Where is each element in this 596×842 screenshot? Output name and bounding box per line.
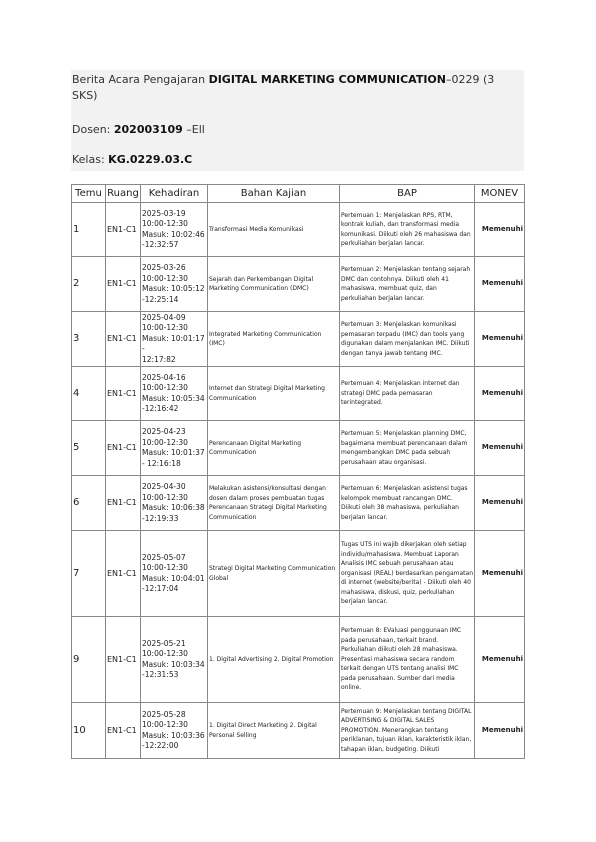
cell-bahan-kajian: Perencanaan Digital Marketing Communication — [208, 421, 340, 476]
session-date: 2025-05-07 — [142, 552, 186, 562]
cell-ruang: EN1-C1 — [106, 617, 141, 703]
cell-temu: 6 — [72, 476, 106, 531]
cell-kehadiran — [141, 476, 208, 531]
page-title — [72, 72, 512, 104]
check-in-time: Masuk: 10:01:37 — [142, 448, 205, 457]
cell-ruang: EN1-C1 — [106, 476, 141, 531]
cell-kehadiran — [141, 203, 208, 257]
cell-kehadiran — [141, 617, 208, 703]
session-date: 2025-03-19 — [142, 208, 186, 218]
cell-bahan-kajian: Transformasi Media Komunikasi — [208, 203, 340, 257]
session-date: 2025-03-26 — [142, 263, 186, 272]
cell-ruang: EN1-C1 — [106, 312, 141, 367]
cell-ruang: EN1-C1 — [106, 703, 141, 759]
cell-temu: 2 — [72, 257, 106, 312]
cell-monev: Memenuhi — [475, 367, 525, 421]
check-in-time: Masuk: 10:01:17 - — [142, 333, 205, 354]
session-date: 2025-04-23 — [142, 427, 186, 436]
check-out-time: -12:22:00 — [142, 741, 179, 750]
check-in-time: Masuk: 10:03:34 — [142, 659, 205, 669]
table-row — [72, 703, 525, 759]
cell-ruang: EN1-C1 — [106, 257, 141, 312]
cell-temu: 7 — [72, 531, 106, 617]
table-row — [72, 531, 525, 617]
check-in-time: Masuk: 10:03:36 — [142, 730, 205, 740]
kelas-line — [72, 152, 192, 168]
cell-kehadiran — [141, 367, 208, 421]
cell-bap: Pertemuan 5: Menjelaskan planning DMC, bagaimana membuat perencanaan dalam mengembangkan DMC pada sebuah perusahaan atau organisasi. — [340, 421, 475, 476]
table-row — [72, 203, 525, 257]
document-header — [71, 70, 524, 171]
col-header-bap: BAP — [340, 185, 475, 203]
session-time: 10:00-12:30 — [142, 273, 188, 283]
col-header-kehadiran: Kehadiran — [141, 185, 208, 203]
table-header-row — [72, 185, 525, 203]
dosen-line — [72, 122, 205, 138]
session-date: 2025-04-30 — [142, 482, 186, 491]
session-time: 10:00-12:30 — [142, 720, 188, 729]
cell-bahan-kajian: Strategi Digital Marketing Communication Global — [208, 531, 340, 617]
table-row — [72, 367, 525, 421]
cell-bap: Pertemuan 8: EValuasi penggunaan IMC pada perusahaan, terkait brand. Perkuliahan diikuti oleh 28 mahasiswa. Presentasi mahasiswa secara random terkait dengan UTS tentang analisi IMC pada perusahaan. Sumber dari media online. — [340, 617, 475, 703]
cell-monev: Memenuhi — [475, 312, 525, 367]
check-out-time: -12:31:53 — [142, 670, 179, 679]
cell-kehadiran — [141, 312, 208, 367]
cell-temu: 1 — [72, 203, 106, 257]
session-date: 2025-05-28 — [142, 709, 186, 719]
kelas-label: Kelas: — [72, 153, 109, 166]
check-out-time: -12:25:14 — [142, 294, 179, 304]
cell-kehadiran — [141, 421, 208, 476]
cell-bahan-kajian: 1. Digital Direct Marketing 2. Digital Personal Selling — [208, 703, 340, 759]
cell-temu: 9 — [72, 617, 106, 703]
cell-monev: Memenuhi — [475, 476, 525, 531]
cell-monev: Memenuhi — [475, 703, 525, 759]
check-in-time: Masuk: 10:04:01 — [142, 573, 205, 583]
cell-monev: Memenuhi — [475, 617, 525, 703]
cell-bahan-kajian: 1. Digital Advertising 2. Digital Promotion — [208, 617, 340, 703]
cell-monev: Memenuhi — [475, 421, 525, 476]
table-row — [72, 257, 525, 312]
table-row — [72, 312, 525, 367]
check-out-time: -12:32:57 — [142, 240, 179, 249]
table-row — [72, 421, 525, 476]
dosen-name: –Ell — [182, 123, 205, 136]
course-code: –0229 (3 SKS) — [72, 73, 495, 102]
cell-ruang: EN1-C1 — [106, 367, 141, 421]
session-time: 10:00-12:30 — [142, 649, 188, 658]
kelas-code: KG.0229.03.C — [108, 153, 193, 166]
check-in-time: Masuk: 10:06:38 — [142, 503, 205, 512]
table-row — [72, 476, 525, 531]
cell-monev: Memenuhi — [475, 531, 525, 617]
cell-bap: Pertemuan 1: Menjelaskan RPS, RTM, kontrak kuliah, dan transformasi media komunikasi. Diikuti oleh 26 mahasiswa dan perkuliahan berjalan lancar. — [340, 203, 475, 257]
cell-bahan-kajian: Sejarah dan Perkembangan Digital Marketing Communication (DMC) — [208, 257, 340, 312]
cell-ruang: EN1-C1 — [106, 531, 141, 617]
cell-bahan-kajian: Internet dan Strategi Digital Marketing Communication — [208, 367, 340, 421]
title-prefix: Berita Acara Pengajaran — [72, 73, 209, 86]
cell-kehadiran — [141, 531, 208, 617]
table-row — [72, 617, 525, 703]
check-in-time: Masuk: 10:02:46 — [142, 229, 205, 239]
cell-bap: Pertemuan 9: Menjelaskan tentang DIGITAL ADVERTISING & DIGITAL SALES PROMOTION. Menerangkan tentang periklanan, tujuan iklan, karakteristik iklan, tahapan iklan, budgeting. Diikuti — [340, 703, 475, 759]
cell-bahan-kajian: Melakukan asistensi/konsultasi dengan dosen dalam proses pembuatan tugas Perencanaan Strategi Digital Marketing Communication — [208, 476, 340, 531]
cell-bap: Pertemuan 3: Menjelaskan komunikasi pemasaran terpadu (IMC) dan tools yang digunakan dalam menjalankan IMC. Diikuti dengan tanya jawab tentang IMC. — [340, 312, 475, 367]
cell-bahan-kajian: Integrated Marketing Communication (IMC) — [208, 312, 340, 367]
cell-temu: 5 — [72, 421, 106, 476]
check-out-time: - 12:16:18 — [142, 458, 181, 468]
attendance-table — [71, 184, 525, 759]
cell-temu: 10 — [72, 703, 106, 759]
cell-bap: Pertemuan 4: Menjelaskan internet dan strategi DMC pada pemasaran terintegrated. — [340, 367, 475, 421]
session-date: 2025-04-09 — [142, 312, 186, 322]
session-time: 10:00-12:30 — [142, 437, 188, 447]
cell-temu: 3 — [72, 312, 106, 367]
check-out-time: -12:17:04 — [142, 584, 179, 593]
col-header-ruang: Ruang — [106, 185, 141, 203]
check-in-time: Masuk: 10:05:12 — [142, 284, 205, 293]
dosen-id: 202003109 — [113, 123, 183, 136]
cell-monev: Memenuhi — [475, 257, 525, 312]
cell-bap: Pertemuan 2: Menjelaskan tentang sejarah DMC dan contohnya. Diikuti oleh 41 mahasiswa, membuat quiz, dan perkuliahan berjalan lancar. — [340, 257, 475, 312]
check-out-time: -12:16:42 — [142, 404, 179, 413]
col-header-monev: MONEV — [475, 185, 525, 203]
course-name: DIGITAL MARKETING COMMUNICATION — [208, 73, 446, 86]
cell-ruang: EN1-C1 — [106, 203, 141, 257]
dosen-label: Dosen: — [72, 123, 114, 136]
cell-temu: 4 — [72, 367, 106, 421]
cell-monev: Memenuhi — [475, 203, 525, 257]
col-header-bahan-kajian: Bahan Kajian — [208, 185, 340, 203]
cell-kehadiran — [141, 257, 208, 312]
check-out-time: 12:17:82 — [142, 354, 176, 364]
cell-ruang: EN1-C1 — [106, 421, 141, 476]
session-time: 10:00-12:30 — [142, 492, 188, 502]
check-in-time: Masuk: 10:05:34 — [142, 393, 205, 403]
session-date: 2025-04-16 — [142, 372, 186, 382]
session-time: 10:00-12:30 — [142, 563, 188, 572]
session-date: 2025-05-21 — [142, 638, 186, 648]
cell-bap: Tugas UTS ini wajib dikerjakan oleh setiap individu/mahasiswa. Membuat Laporan Analisis IMC sebuah perusahaan atau organisasi (REAL) berdasarkan pengamatan di internet (website/berita) - Diikuti oleh 40 mahasiswa, diskusi, quiz, perkuliahan berjalan lancar. — [340, 531, 475, 617]
session-time: 10:00-12:30 — [142, 219, 188, 228]
session-time: 10:00-12:30 — [142, 323, 188, 333]
cell-bap: Pertemuan 6: Menjelaskan asistensi tugas kelompok membuat rancangan DMC. Diikuti oleh 38 mahasiswa, perkuliahan berjalan lancar. — [340, 476, 475, 531]
session-time: 10:00-12:30 — [142, 383, 188, 392]
cell-kehadiran — [141, 703, 208, 759]
col-header-temu: Temu — [72, 185, 106, 203]
check-out-time: -12:19:33 — [142, 513, 179, 523]
